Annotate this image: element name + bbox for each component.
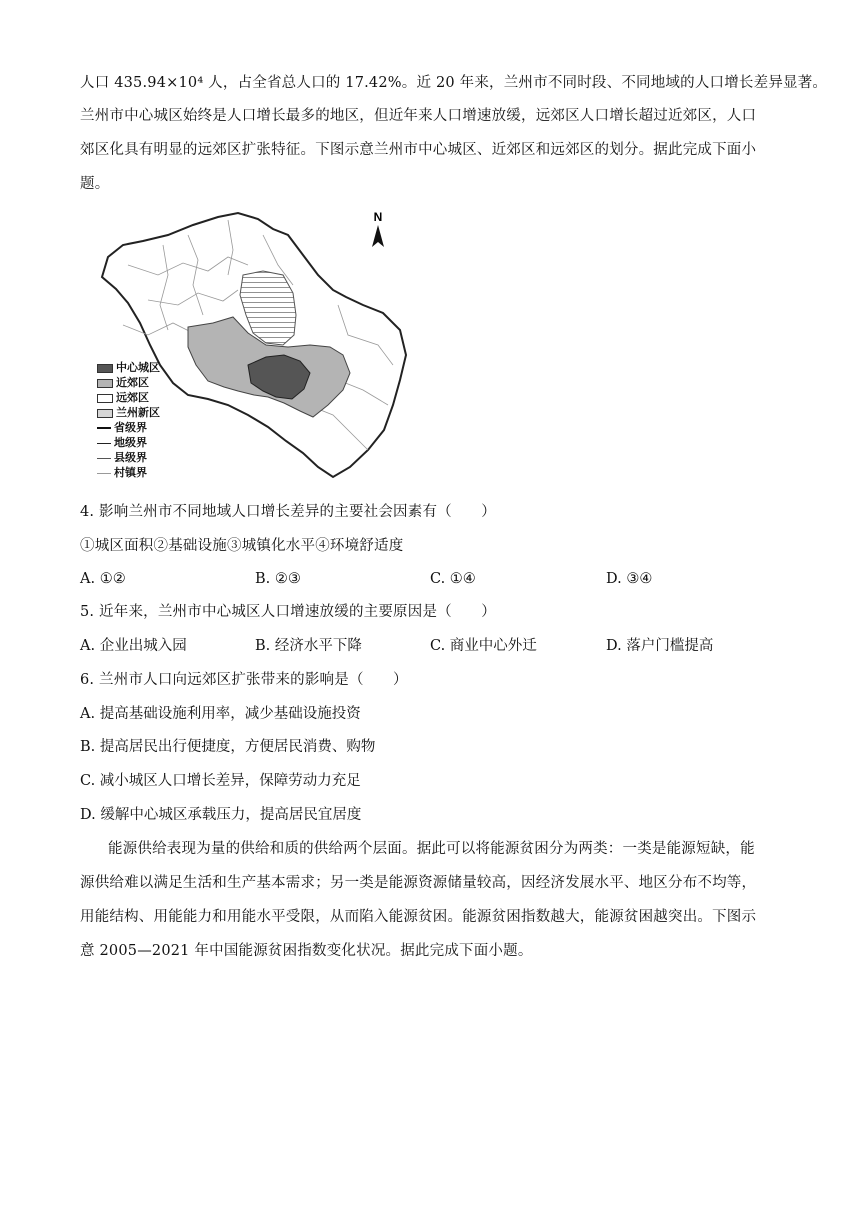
question-5-option-a[interactable]: A. 企业出城入园 [80, 638, 187, 654]
intro2-paragraph-line: 源供给难以满足生活和生产基本需求；另一类是能源资源储量较高，因经济发展水平、地区分布不均等， [80, 875, 757, 891]
intro-paragraph-line: 题。 [80, 176, 110, 192]
legend-county-boundary: 县级界 [97, 451, 147, 465]
intro-paragraph-line: 兰州市中心城区始终是人口增长最多的地区，但近年来人口增速放缓，远郊区人口增长超过近郊区，人口 [80, 108, 757, 124]
legend-near-suburbs: 近郊区 [97, 376, 149, 390]
intro-paragraph-line: 人口 435.94×10⁴ 人，占全省总人口的 17.42%。近 20 年来，兰州市不同时段、不同地域的人口增长差异显著。 [80, 75, 828, 91]
intro2-paragraph-line: 能源供给表现为量的供给和质的供给两个层面。据此可以将能源贫困分为两类：一类是能源短缺，能 [108, 841, 755, 857]
question-5-stem: 5. 近年来，兰州市中心城区人口增速放缓的主要原因是（ ） [80, 604, 496, 620]
question-6-option-d[interactable]: D. 缓解中心城区承载压力，提高居民宜居度 [80, 807, 362, 823]
question-5-option-d[interactable]: D. 落户门槛提高 [606, 638, 714, 654]
question-5-option-c[interactable]: C. 商业中心外迁 [430, 638, 537, 654]
question-4-option-b[interactable]: B. ②③ [255, 571, 301, 587]
legend-provincial-boundary: 省级界 [97, 421, 147, 435]
question-6-option-a[interactable]: A. 提高基础设施利用率，减少基础设施投资 [80, 706, 361, 722]
question-4-option-c[interactable]: C. ①④ [430, 571, 476, 587]
intro2-paragraph-line: 用能结构、用能能力和用能水平受限，从而陷入能源贫困。能源贫困指数越大，能源贫困越突出。下图示 [80, 909, 757, 925]
question-5-option-b[interactable]: B. 经济水平下降 [255, 638, 362, 654]
svg-text:N: N [373, 210, 383, 224]
legend-prefecture-boundary: 地级界 [97, 436, 147, 450]
legend-far-suburbs: 远郊区 [97, 391, 149, 405]
question-6-stem: 6. 兰州市人口向远郊区扩张带来的影响是（ ） [80, 672, 408, 688]
question-4-option-d[interactable]: D. ③④ [606, 571, 653, 587]
legend-town-boundary: 村镇界 [97, 466, 147, 480]
question-6-option-b[interactable]: B. 提高居民出行便捷度，方便居民消费、购物 [80, 739, 376, 755]
question-4-option-a[interactable]: A. ①② [80, 571, 126, 587]
intro-paragraph-line: 郊区化具有明显的远郊区扩张特征。下图示意兰州市中心城区、近郊区和远郊区的划分。据此完成下面小 [80, 142, 757, 158]
intro2-paragraph-line: 意 2005—2021 年中国能源贫困指数变化状况。据此完成下面小题。 [80, 943, 533, 959]
legend-central-urban: 中心城区 [97, 361, 160, 375]
question-4-stem: 4. 影响兰州市不同地域人口增长差异的主要社会因素有（ ） [80, 504, 496, 520]
question-6-option-c[interactable]: C. 减小城区人口增长差异，保障劳动力充足 [80, 773, 361, 789]
north-arrow-icon [372, 210, 384, 247]
legend-new-area: 兰州新区 [97, 406, 160, 420]
question-4-items: ①城区面积②基础设施③城镇化水平④环境舒适度 [80, 538, 404, 554]
